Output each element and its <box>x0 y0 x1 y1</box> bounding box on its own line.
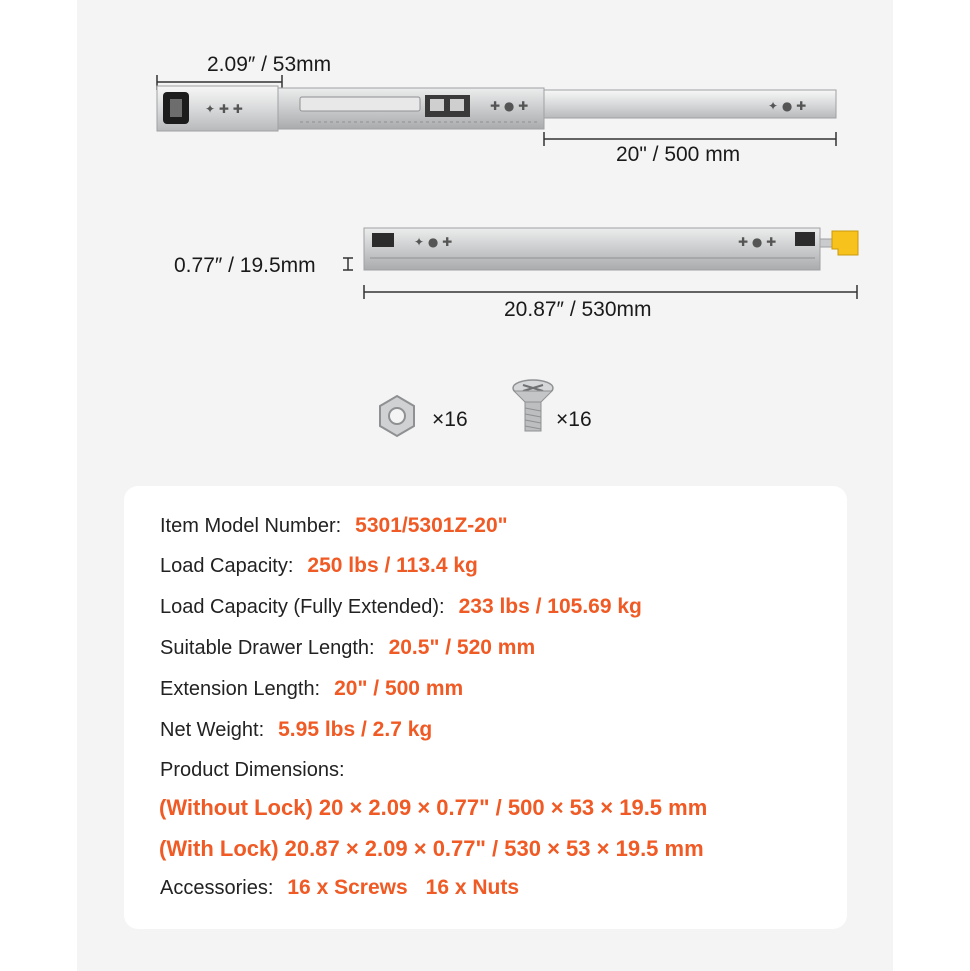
spec-model <box>160 514 508 538</box>
thickness-label: 0.77″ / 19.5mm <box>174 254 316 277</box>
accessories-nuts: 16 x Nuts <box>425 876 520 899</box>
spec-load-extended <box>160 595 642 619</box>
nut-count: ×16 <box>432 408 468 431</box>
load-label: Load Capacity: <box>160 555 294 577</box>
extension-length-label: Extension Length: <box>160 678 321 700</box>
extension-length-value: 20" / 500 mm <box>334 677 464 700</box>
spec-product-dimensions <box>160 759 345 782</box>
nut-icon <box>380 396 414 436</box>
spec-net-weight <box>160 718 432 742</box>
net-weight-value: 5.95 lbs / 2.7 kg <box>278 718 433 741</box>
spec-card <box>124 486 847 929</box>
screw-count: ×16 <box>556 408 592 431</box>
spec-extension-length <box>160 677 463 701</box>
svg-text:✚ ● ✚: ✚ ● ✚ <box>490 99 529 113</box>
load-value: 250 lbs / 113.4 kg <box>307 554 478 577</box>
dimensions-without-lock: (Without Lock) 20 × 2.09 × 0.77" / 500 × 53 × 19.5 mm <box>159 795 708 820</box>
product-dimensions-label: Product Dimensions: <box>160 759 345 781</box>
svg-text:✦ ● ✚: ✦ ● ✚ <box>768 99 807 113</box>
svg-text:✚ ● ✚: ✚ ● ✚ <box>738 235 777 249</box>
model-label: Item Model Number: <box>160 515 342 537</box>
model-value: 5301/5301Z-20" <box>355 514 508 537</box>
svg-text:✦ ● ✚: ✦ ● ✚ <box>414 235 453 249</box>
net-weight-label: Net Weight: <box>160 719 265 741</box>
drawer-length-value: 20.5" / 520 mm <box>388 636 536 659</box>
width-label: 2.09″ / 53mm <box>207 53 332 76</box>
accessories-screws: 16 x Screws <box>287 876 408 899</box>
dimensions-with-lock: (With Lock) 20.87 × 2.09 × 0.77" / 530 × 53 × 19.5 mm <box>159 836 704 861</box>
load-extended-value: 233 lbs / 105.69 kg <box>458 595 642 618</box>
extension-label: 20" / 500 mm <box>616 143 741 166</box>
length-label: 20.87″ / 530mm <box>504 298 652 321</box>
spec-load <box>160 554 478 578</box>
accessories-label: Accessories: <box>160 877 274 899</box>
svg-text:✦ ✚ ✚: ✦ ✚ ✚ <box>205 102 243 116</box>
accessories-figure <box>0 0 970 460</box>
screw-icon <box>513 380 553 431</box>
spec-accessories <box>160 876 519 900</box>
drawer-length-label: Suitable Drawer Length: <box>160 637 375 659</box>
spec-drawer-length <box>160 636 535 660</box>
load-extended-label: Load Capacity (Fully Extended): <box>160 596 445 618</box>
